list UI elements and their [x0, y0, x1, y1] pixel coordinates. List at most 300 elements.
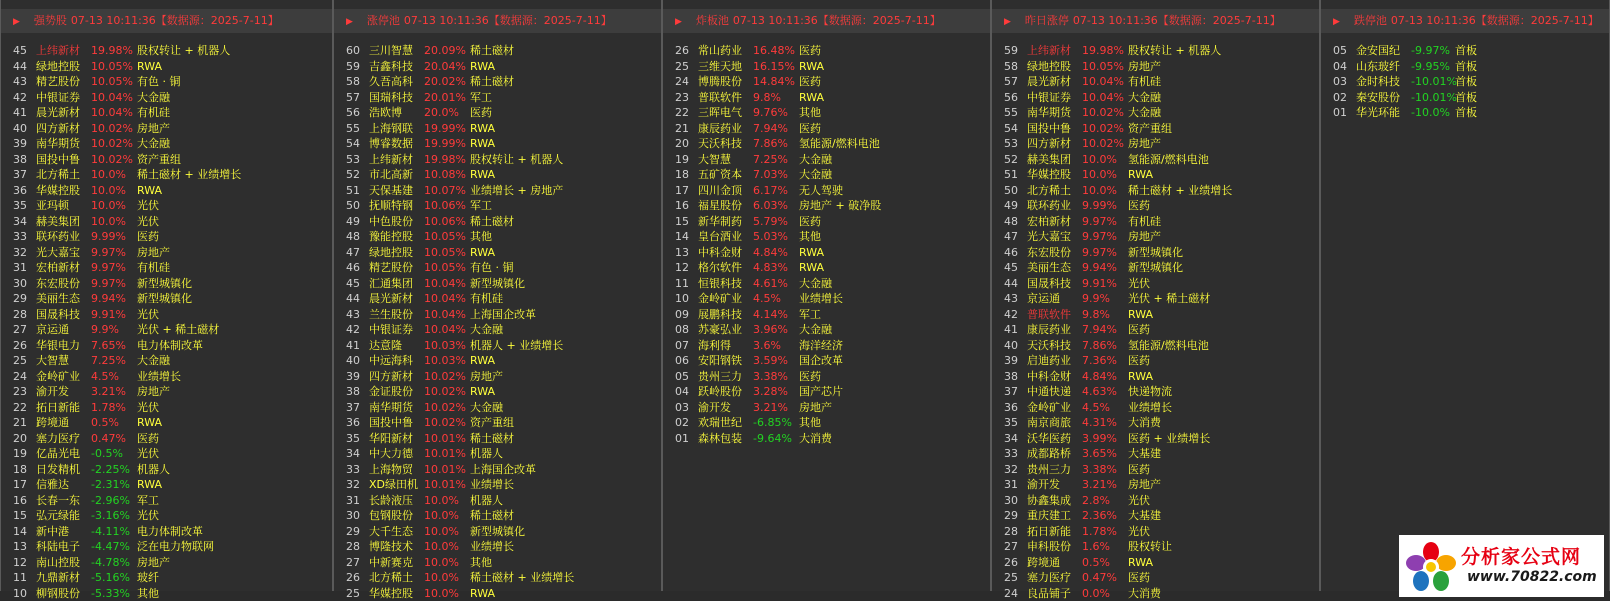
stock-name: 汇通集团 [369, 276, 413, 292]
stock-name: 三川智慧 [369, 43, 413, 59]
stock-row[interactable] [1, 260, 332, 276]
row-index: 18 [675, 167, 689, 183]
stock-row[interactable] [334, 415, 661, 431]
change-percent: 10.02% [424, 415, 466, 431]
stock-row[interactable] [992, 570, 1319, 586]
concept-tag: RWA [799, 245, 824, 261]
row-index: 16 [675, 198, 689, 214]
stock-row[interactable] [1, 400, 332, 416]
stock-row[interactable] [1, 59, 332, 75]
stock-row[interactable] [1, 353, 332, 369]
stock-name: 久吾高科 [369, 74, 413, 90]
concept-tag: 快递物流 [1128, 384, 1172, 400]
stock-name: 晨光新材 [369, 291, 413, 307]
stock-name: 华媒控股 [369, 586, 413, 601]
expand-arrow-icon[interactable]: ▶ [1333, 10, 1340, 34]
change-percent: 9.97% [91, 276, 126, 292]
stock-row[interactable] [1, 524, 332, 540]
stock-row[interactable] [1321, 74, 1609, 90]
stock-row[interactable] [992, 43, 1319, 59]
stock-row[interactable] [992, 229, 1319, 245]
stock-name: 日发精机 [36, 462, 80, 478]
change-percent: 10.0% [91, 198, 126, 214]
stock-row[interactable] [334, 136, 661, 152]
stock-row[interactable] [1, 322, 332, 338]
stock-row[interactable] [663, 90, 990, 106]
stock-row[interactable] [334, 369, 661, 385]
stock-row[interactable] [992, 152, 1319, 168]
change-percent: 10.05% [1082, 59, 1124, 75]
stock-row[interactable] [663, 431, 990, 447]
stock-row[interactable] [992, 353, 1319, 369]
stock-row[interactable] [992, 260, 1319, 276]
stock-row[interactable] [992, 183, 1319, 199]
row-index: 45 [13, 43, 27, 59]
stock-row[interactable] [334, 90, 661, 106]
site-logo [1399, 535, 1604, 597]
stock-name: 中新赛克 [369, 555, 413, 571]
concept-tag: 有色 · 铜 [470, 260, 514, 276]
stock-row[interactable] [334, 291, 661, 307]
concept-tag: RWA [137, 183, 162, 199]
concept-tag: 医药 [137, 229, 159, 245]
row-index: 12 [13, 555, 27, 571]
concept-tag: 房地产 [137, 121, 170, 137]
stock-row[interactable] [992, 446, 1319, 462]
stock-name: 四方新材 [1027, 136, 1071, 152]
stock-row[interactable] [992, 276, 1319, 292]
concept-tag: 光伏 [1128, 524, 1150, 540]
stock-name: 五矿资本 [698, 167, 742, 183]
stock-row[interactable] [1, 183, 332, 199]
stock-row[interactable] [334, 198, 661, 214]
change-percent: 10.02% [1082, 105, 1124, 121]
stock-row[interactable] [334, 245, 661, 261]
stock-name: 普联软件 [1027, 307, 1071, 323]
stock-row[interactable] [1, 43, 332, 59]
stock-name: 宏柏新材 [1027, 214, 1071, 230]
stock-row[interactable] [663, 415, 990, 431]
stock-row[interactable] [663, 59, 990, 75]
concept-tag: 大金融 [137, 136, 170, 152]
stock-row[interactable] [1, 446, 332, 462]
concept-tag: RWA [1128, 555, 1153, 571]
stock-row[interactable] [663, 167, 990, 183]
stock-row[interactable] [1, 152, 332, 168]
row-index: 54 [346, 136, 360, 152]
row-index: 46 [1004, 245, 1018, 261]
stock-name: 恒银科技 [698, 276, 742, 292]
concept-tag: 房地产 [137, 555, 170, 571]
stock-row[interactable] [1, 462, 332, 478]
row-index: 58 [1004, 59, 1018, 75]
panel-header[interactable] [992, 9, 1319, 33]
change-percent: 16.15% [753, 59, 795, 75]
stock-row[interactable] [1321, 90, 1609, 106]
stock-row[interactable] [334, 260, 661, 276]
stock-name: 精艺股份 [36, 74, 80, 90]
stock-name: 美丽生态 [1027, 260, 1071, 276]
stock-row[interactable] [334, 322, 661, 338]
stock-row[interactable] [334, 105, 661, 121]
row-index: 50 [346, 198, 360, 214]
concept-tag: RWA [137, 477, 162, 493]
stock-row[interactable] [334, 353, 661, 369]
row-index: 10 [13, 586, 27, 601]
change-percent: 3.65% [1082, 446, 1117, 462]
stock-row[interactable] [992, 493, 1319, 509]
panel-header[interactable] [1321, 9, 1609, 33]
concept-tag: 稀土磁材 [470, 431, 514, 447]
stock-name: 安阳钢铁 [698, 353, 742, 369]
expand-arrow-icon[interactable]: ▶ [13, 10, 20, 34]
concept-tag: RWA [470, 353, 495, 369]
row-index: 24 [675, 74, 689, 90]
concept-tag: 其他 [137, 586, 159, 601]
row-index: 40 [1004, 338, 1018, 354]
change-percent: 5.03% [753, 229, 788, 245]
panel-data-source: 【数据源：2025-7-11】 [1158, 14, 1281, 27]
stock-name: 南华期货 [1027, 105, 1071, 121]
stock-name: 北方稀土 [369, 570, 413, 586]
concept-tag: 光伏 [1128, 276, 1150, 292]
change-percent: 9.94% [91, 291, 126, 307]
change-percent: 10.07% [424, 183, 466, 199]
stock-row[interactable] [663, 136, 990, 152]
concept-tag: RWA [1128, 369, 1153, 385]
stock-name: 金证股份 [369, 384, 413, 400]
panel-title: 强势股 [34, 14, 67, 27]
stock-row[interactable] [663, 74, 990, 90]
expand-arrow-icon[interactable]: ▶ [1004, 10, 1011, 34]
stock-row[interactable] [1, 74, 332, 90]
stock-row[interactable] [334, 59, 661, 75]
change-percent: 20.04% [424, 59, 466, 75]
stock-name: 贵州三力 [698, 369, 742, 385]
stock-row[interactable] [334, 229, 661, 245]
stock-row[interactable] [334, 524, 661, 540]
concept-tag: 房地产 [1128, 59, 1161, 75]
stock-row[interactable] [1, 229, 332, 245]
stock-row[interactable] [334, 493, 661, 509]
stock-row[interactable] [663, 322, 990, 338]
stock-row[interactable] [992, 508, 1319, 524]
stock-row[interactable] [334, 477, 661, 493]
change-percent: 7.94% [1082, 322, 1117, 338]
stock-row[interactable] [992, 214, 1319, 230]
stock-row[interactable] [1, 586, 332, 601]
stock-row[interactable] [663, 183, 990, 199]
concept-tag: 股权转让 + 机器人 [137, 43, 230, 59]
concept-tag: 资产重组 [1128, 121, 1172, 137]
change-percent: 7.65% [91, 338, 126, 354]
row-index: 38 [1004, 369, 1018, 385]
stock-name: 东宏股份 [36, 276, 80, 292]
stock-row[interactable] [1, 539, 332, 555]
stock-row[interactable] [334, 400, 661, 416]
stock-row[interactable] [1, 508, 332, 524]
change-percent: 3.28% [753, 384, 788, 400]
change-percent: 10.04% [1082, 74, 1124, 90]
stock-name: 海利得 [698, 338, 731, 354]
expand-arrow-icon[interactable]: ▶ [346, 10, 353, 34]
stock-row[interactable] [1, 136, 332, 152]
stock-row[interactable] [992, 477, 1319, 493]
stock-row[interactable] [1321, 59, 1609, 75]
stock-row[interactable] [992, 167, 1319, 183]
stock-row[interactable] [334, 431, 661, 447]
stock-name: 欢瑞世纪 [698, 415, 742, 431]
stock-name: 科陆电子 [36, 539, 80, 555]
stock-row[interactable] [1, 105, 332, 121]
stock-row[interactable] [992, 74, 1319, 90]
row-index: 57 [346, 90, 360, 106]
concept-tag: RWA [1128, 167, 1153, 183]
stock-row[interactable] [663, 307, 990, 323]
stock-row[interactable] [663, 214, 990, 230]
concept-tag: RWA [470, 586, 495, 601]
change-percent: 16.48% [753, 43, 795, 59]
concept-tag: RWA [470, 245, 495, 261]
stock-row[interactable] [334, 384, 661, 400]
change-percent: 0.47% [91, 431, 126, 447]
stock-row[interactable] [663, 260, 990, 276]
row-index: 49 [346, 214, 360, 230]
stock-row[interactable] [1, 493, 332, 509]
concept-tag: 其他 [799, 105, 821, 121]
stock-row[interactable] [1, 555, 332, 571]
row-index: 33 [1004, 446, 1018, 462]
stock-row[interactable] [334, 508, 661, 524]
stock-row[interactable] [992, 400, 1319, 416]
row-index: 47 [1004, 229, 1018, 245]
stock-row[interactable] [334, 570, 661, 586]
stock-row[interactable] [992, 369, 1319, 385]
stock-row[interactable] [663, 105, 990, 121]
stock-name: 金岭矿业 [698, 291, 742, 307]
stock-name: 市北高新 [369, 167, 413, 183]
row-index: 01 [675, 431, 689, 447]
stock-row[interactable] [1, 338, 332, 354]
stock-row[interactable] [334, 152, 661, 168]
stock-row[interactable] [992, 524, 1319, 540]
panel-header[interactable] [334, 9, 661, 33]
stock-row[interactable] [992, 198, 1319, 214]
row-index: 21 [13, 415, 27, 431]
concept-tag: RWA [137, 59, 162, 75]
stock-row[interactable] [334, 462, 661, 478]
stock-name: 大智慧 [698, 152, 731, 168]
panel-data-source: 【数据源：2025-7-11】 [1476, 14, 1599, 27]
stock-name: 赫美集团 [1027, 152, 1071, 168]
stock-name: 光大嘉宝 [36, 245, 80, 261]
concept-tag: 新型城镇化 [1128, 245, 1183, 261]
stock-row[interactable] [1, 570, 332, 586]
stock-row[interactable] [1, 90, 332, 106]
stock-row[interactable] [334, 586, 661, 601]
stock-row[interactable] [992, 338, 1319, 354]
panel-header[interactable] [1, 9, 332, 33]
stock-row[interactable] [992, 431, 1319, 447]
stock-name: 国投中鲁 [369, 415, 413, 431]
stock-row[interactable] [992, 105, 1319, 121]
stock-row[interactable] [334, 121, 661, 137]
stock-row[interactable] [663, 353, 990, 369]
stock-name: 京运通 [36, 322, 69, 338]
stock-row[interactable] [663, 276, 990, 292]
stock-row[interactable] [334, 539, 661, 555]
stock-name: 联环药业 [36, 229, 80, 245]
stock-name: 渝开发 [698, 400, 731, 416]
row-index: 40 [346, 353, 360, 369]
stock-row[interactable] [992, 90, 1319, 106]
stock-row[interactable] [992, 59, 1319, 75]
stock-row[interactable] [1, 384, 332, 400]
concept-tag: 其他 [799, 229, 821, 245]
panel-header[interactable] [663, 9, 990, 33]
row-index: 32 [346, 477, 360, 493]
change-percent: 4.5% [753, 291, 781, 307]
concept-tag: 股权转让 + 机器人 [470, 152, 563, 168]
stock-row[interactable] [1, 214, 332, 230]
stock-row[interactable] [1, 307, 332, 323]
change-percent: 3.99% [1082, 431, 1117, 447]
change-percent: 10.0% [424, 570, 459, 586]
stock-row[interactable] [334, 74, 661, 90]
stock-row[interactable] [992, 586, 1319, 601]
change-percent: 20.02% [424, 74, 466, 90]
stock-row[interactable] [992, 384, 1319, 400]
row-index: 47 [346, 245, 360, 261]
stock-row[interactable] [992, 415, 1319, 431]
stock-row[interactable] [1, 415, 332, 431]
stock-row[interactable] [992, 462, 1319, 478]
change-percent: 9.97% [1082, 245, 1117, 261]
stock-name: 华媒控股 [1027, 167, 1071, 183]
stock-row[interactable] [1321, 105, 1609, 121]
stock-row[interactable] [334, 183, 661, 199]
row-index: 49 [1004, 198, 1018, 214]
stock-name: 大千生态 [369, 524, 413, 540]
stock-row[interactable] [663, 245, 990, 261]
stock-row[interactable] [1, 167, 332, 183]
stock-row[interactable] [663, 400, 990, 416]
stock-name: 秦安股份 [1356, 90, 1400, 106]
stock-row[interactable] [1, 431, 332, 447]
stock-row[interactable] [663, 291, 990, 307]
stock-row[interactable] [992, 291, 1319, 307]
stock-row[interactable] [663, 198, 990, 214]
row-index: 38 [13, 152, 27, 168]
concept-tag: 首板 [1455, 43, 1477, 59]
change-percent: 0.5% [1082, 555, 1110, 571]
stock-row[interactable] [663, 229, 990, 245]
row-index: 44 [1004, 276, 1018, 292]
change-percent: -2.25% [91, 462, 130, 478]
stock-row[interactable] [992, 307, 1319, 323]
stock-row[interactable] [334, 446, 661, 462]
stock-row[interactable] [1, 121, 332, 137]
row-index: 41 [13, 105, 27, 121]
row-index: 11 [13, 570, 27, 586]
stock-row[interactable] [1, 291, 332, 307]
stock-row[interactable] [663, 152, 990, 168]
change-percent: 10.0% [1082, 183, 1117, 199]
stock-row[interactable] [334, 338, 661, 354]
stock-row[interactable] [334, 214, 661, 230]
concept-tag: 大金融 [799, 167, 832, 183]
row-index: 10 [675, 291, 689, 307]
concept-tag: 业绩增长 [1128, 400, 1172, 416]
row-index: 43 [13, 74, 27, 90]
stock-row[interactable] [334, 276, 661, 292]
row-index: 41 [1004, 322, 1018, 338]
stock-row[interactable] [1, 369, 332, 385]
panel-data-source: 【数据源：2025-7-11】 [489, 14, 612, 27]
row-index: 33 [346, 462, 360, 478]
row-index: 55 [346, 121, 360, 137]
stock-row[interactable] [663, 384, 990, 400]
concept-tag: RWA [799, 90, 824, 106]
stock-row[interactable] [992, 245, 1319, 261]
stock-row[interactable] [334, 167, 661, 183]
change-percent: 9.8% [753, 90, 781, 106]
stock-row[interactable] [334, 307, 661, 323]
concept-tag: 医药 [799, 121, 821, 137]
stock-name: 森林包装 [698, 431, 742, 447]
change-percent: -10.01% [1411, 90, 1457, 106]
concept-tag: 首板 [1455, 74, 1477, 90]
row-index: 30 [13, 276, 27, 292]
stock-name: 展鹏科技 [698, 307, 742, 323]
stock-row[interactable] [992, 136, 1319, 152]
stock-row[interactable] [992, 121, 1319, 137]
concept-tag: 大消费 [1128, 415, 1161, 431]
concept-tag: 稀土磁材 + 业绩增长 [470, 570, 574, 586]
stock-row[interactable] [334, 43, 661, 59]
stock-row[interactable] [992, 555, 1319, 571]
stock-row[interactable] [663, 121, 990, 137]
concept-tag: 新型城镇化 [470, 524, 525, 540]
stock-name: 新中港 [36, 524, 69, 540]
stock-row[interactable] [1, 477, 332, 493]
stock-name: 四川金顶 [698, 183, 742, 199]
concept-tag: 机器人 [137, 462, 170, 478]
stock-row[interactable] [992, 539, 1319, 555]
stock-row[interactable] [1, 245, 332, 261]
change-percent: 9.99% [91, 229, 126, 245]
stock-row[interactable] [663, 338, 990, 354]
stock-row[interactable] [334, 555, 661, 571]
concept-tag: 股权转让 + 机器人 [1128, 43, 1221, 59]
stock-row[interactable] [1, 198, 332, 214]
change-percent: 10.0% [91, 183, 126, 199]
change-percent: 3.59% [753, 353, 788, 369]
change-percent: 1.78% [1082, 524, 1117, 540]
change-percent: 9.8% [1082, 307, 1110, 323]
stock-row[interactable] [663, 43, 990, 59]
concept-tag: 光伏 [137, 446, 159, 462]
stock-row[interactable] [663, 369, 990, 385]
change-percent: 0.5% [91, 415, 119, 431]
stock-row[interactable] [1, 276, 332, 292]
stock-row[interactable] [992, 322, 1319, 338]
stock-name: 渝开发 [1027, 477, 1060, 493]
row-index: 02 [1333, 90, 1347, 106]
expand-arrow-icon[interactable]: ▶ [675, 10, 682, 34]
stock-row[interactable] [1321, 43, 1609, 59]
change-percent: 4.84% [1082, 369, 1117, 385]
